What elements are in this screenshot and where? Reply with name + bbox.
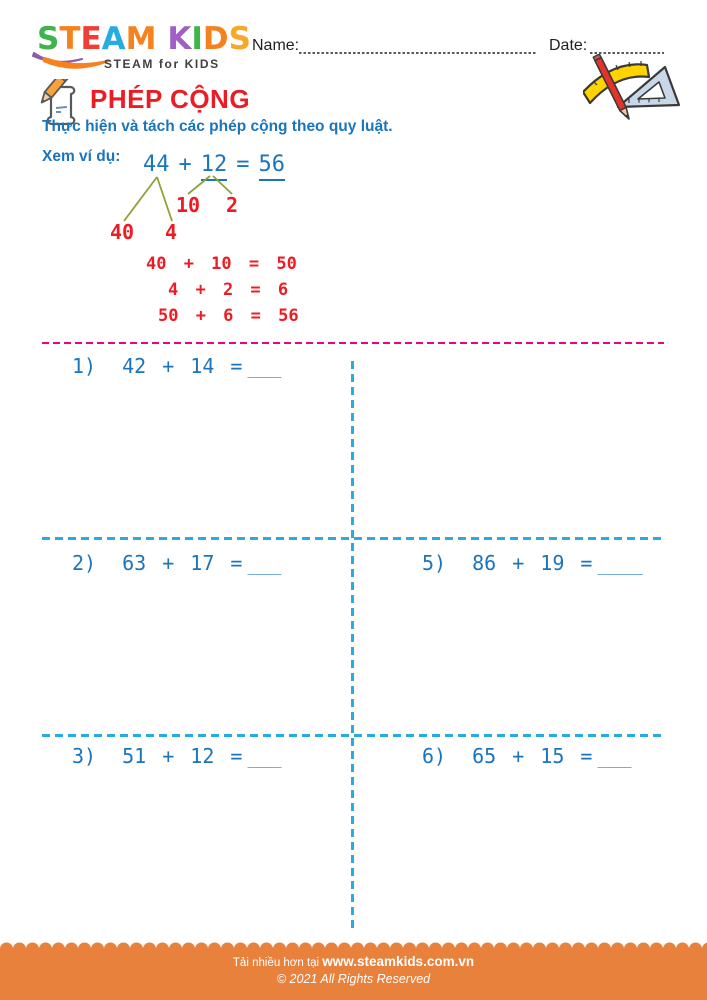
name-label: Name: — [252, 37, 300, 54]
example-step-2: 4 + 2 = 6 — [168, 280, 289, 300]
problem-number: 2) — [72, 551, 97, 575]
example-plus-sign: + — [178, 152, 192, 177]
answer-blank: ___ — [247, 744, 281, 768]
decomposed-ones-a: 4 — [165, 220, 178, 244]
example-operand-b: 12 — [201, 152, 228, 181]
problem-expression: 86 + 19 = — [472, 551, 593, 575]
decomposed-tens-b: 10 — [176, 193, 201, 217]
problem-number: 1) — [72, 354, 97, 378]
footer-download-text — [0, 954, 707, 969]
problem-expression: 65 + 15 = — [472, 744, 593, 768]
problem-expression: 63 + 17 = — [122, 551, 243, 575]
problem-6 — [422, 746, 631, 766]
logo-letter: D — [202, 21, 229, 57]
footer-copyright: © 2021 All Rights Reserved — [276, 972, 431, 986]
logo-letter: I — [191, 21, 203, 57]
problem-1 — [72, 356, 281, 376]
decomposed-ones-b: 2 — [226, 193, 239, 217]
example-label: Xem ví dụ: — [42, 148, 121, 165]
example-result: 56 — [259, 152, 286, 181]
problem-expression: 51 + 12 = — [122, 744, 243, 768]
answer-blank: ___ — [247, 354, 281, 378]
logo-letter — [157, 21, 168, 57]
problem-2 — [72, 553, 281, 573]
problem-3 — [72, 746, 281, 766]
logo-letter: S — [37, 21, 60, 57]
vertical-dashed-divider — [351, 361, 354, 933]
problem-5 — [422, 553, 642, 573]
example-equals-sign: = — [236, 152, 250, 177]
footer-text-prefix: Tải nhiều hơn tại — [232, 957, 323, 969]
problem-expression: 42 + 14 = — [122, 354, 243, 378]
logo-tagline: STEAM for KIDS — [104, 57, 220, 71]
example-step-1: 40 + 10 = 50 — [146, 254, 297, 274]
logo-letter: S — [228, 21, 251, 57]
footer-website-link[interactable]: www.steamkids.com.vn — [322, 954, 475, 969]
name-blank-line — [299, 52, 537, 54]
logo-letter: A — [101, 21, 126, 57]
decomposed-tens-a: 40 — [110, 220, 135, 244]
problem-number: 5) — [422, 551, 447, 575]
answer-blank: ____ — [597, 551, 642, 575]
example-step-3: 50 + 6 = 56 — [158, 306, 299, 326]
instruction-text: Thực hiện và tách các phép cộng theo quy luật. — [42, 118, 393, 135]
answer-blank: ___ — [247, 551, 281, 575]
answer-blank: ___ — [597, 744, 631, 768]
page-title: PHÉP CỘNG — [90, 84, 251, 114]
logo-letter: E — [80, 21, 102, 57]
ruler-pencil-illustration — [583, 54, 687, 132]
problem-number: 3) — [72, 744, 97, 768]
pink-dashed-divider — [42, 342, 664, 344]
logo-swoosh-icon — [32, 50, 112, 72]
problem-number: 6) — [422, 744, 447, 768]
footer-bar — [0, 948, 707, 1000]
logo-letter: T — [59, 21, 81, 57]
logo-letter: M — [125, 21, 157, 57]
logo-letter: K — [167, 21, 192, 57]
example-operand-a: 44 — [143, 152, 170, 177]
date-label: Date: — [549, 37, 588, 54]
